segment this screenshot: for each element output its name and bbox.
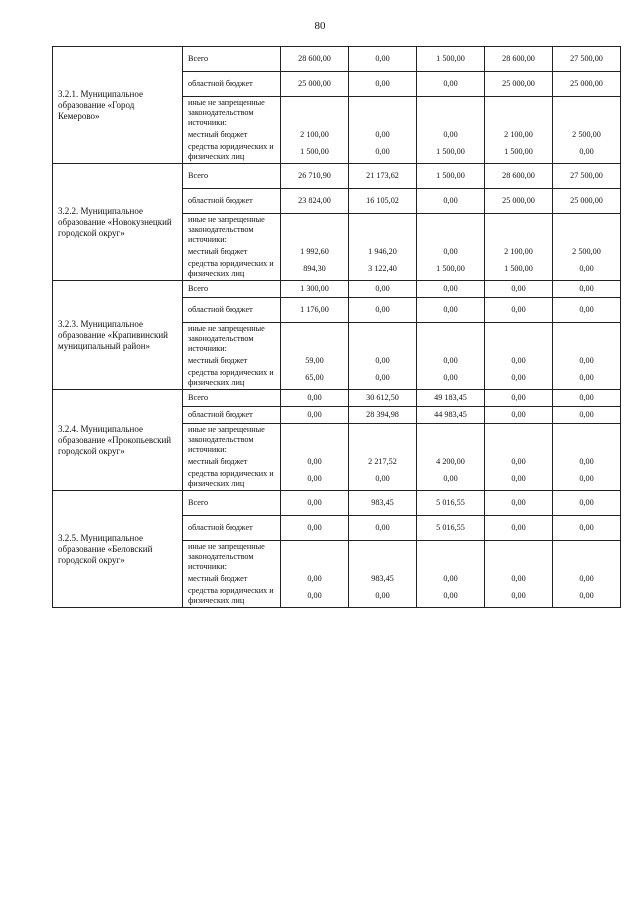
page-number: 80 (314, 20, 326, 32)
value-cell: 44 983,45 (417, 407, 485, 424)
value-cell: 21 173,62 (349, 164, 417, 189)
value-cell: 0,00 (553, 355, 621, 367)
value-cell (553, 541, 621, 574)
value-cell: 0,00 (485, 355, 553, 367)
value-cell (417, 214, 485, 247)
value-cell: 2 100,00 (485, 246, 553, 258)
value-cell: 4 200,00 (417, 456, 485, 468)
value-cell: 25 000,00 (485, 72, 553, 97)
org-name-cell: 3.2.4. Муниципальное образование «Прокопьевский городской округ» (53, 390, 183, 491)
org-name-cell: 3.2.2. Муниципальное образование «Новокузнецкий городской округ» (53, 164, 183, 281)
row-label: местный бюджет (183, 246, 281, 258)
value-cell: 1 500,00 (417, 47, 485, 72)
value-cell: 0,00 (553, 281, 621, 298)
row-label: иные не запрещенные законодательством источники: (183, 541, 281, 574)
value-cell: 2 100,00 (485, 129, 553, 141)
value-cell: 983,45 (349, 573, 417, 585)
value-cell: 0,00 (417, 281, 485, 298)
value-cell (553, 97, 621, 130)
value-cell (281, 214, 349, 247)
row-label: областной бюджет (183, 407, 281, 424)
row-label: Всего (183, 491, 281, 516)
value-cell: 0,00 (417, 585, 485, 608)
value-cell: 1 500,00 (485, 141, 553, 164)
value-cell: 0,00 (553, 407, 621, 424)
value-cell (417, 323, 485, 356)
value-cell: 23 824,00 (281, 189, 349, 214)
value-cell: 983,45 (349, 491, 417, 516)
value-cell: 0,00 (417, 298, 485, 323)
value-cell: 0,00 (417, 355, 485, 367)
value-cell: 0,00 (349, 141, 417, 164)
value-cell: 0,00 (553, 367, 621, 390)
row-label: местный бюджет (183, 129, 281, 141)
value-cell: 1 946,20 (349, 246, 417, 258)
value-cell: 3 122,40 (349, 258, 417, 281)
value-cell: 0,00 (417, 573, 485, 585)
value-cell (349, 541, 417, 574)
value-cell: 28 600,00 (485, 164, 553, 189)
value-cell: 0,00 (553, 468, 621, 491)
value-cell: 0,00 (417, 129, 485, 141)
value-cell: 2 217,52 (349, 456, 417, 468)
value-cell (417, 97, 485, 130)
value-cell: 0,00 (349, 72, 417, 97)
value-cell: 1 500,00 (485, 258, 553, 281)
value-cell (281, 424, 349, 457)
value-cell: 1 176,00 (281, 298, 349, 323)
value-cell: 0,00 (553, 258, 621, 281)
value-cell: 1 500,00 (417, 164, 485, 189)
table-row (53, 390, 621, 407)
value-cell: 30 612,50 (349, 390, 417, 407)
value-cell: 0,00 (485, 281, 553, 298)
value-cell: 25 000,00 (485, 189, 553, 214)
value-cell (485, 214, 553, 247)
value-cell: 1 500,00 (417, 258, 485, 281)
value-cell (417, 424, 485, 457)
value-cell: 0,00 (349, 516, 417, 541)
row-label: Всего (183, 281, 281, 298)
value-cell: 0,00 (417, 367, 485, 390)
value-cell: 0,00 (485, 573, 553, 585)
value-cell: 0,00 (485, 456, 553, 468)
value-cell (281, 541, 349, 574)
value-cell: 0,00 (281, 491, 349, 516)
value-cell: 25 000,00 (553, 72, 621, 97)
row-label: иные не запрещенные законодательством источники: (183, 214, 281, 247)
value-cell: 0,00 (417, 468, 485, 491)
value-cell: 0,00 (485, 367, 553, 390)
value-cell: 1 500,00 (281, 141, 349, 164)
value-cell (485, 323, 553, 356)
value-cell: 0,00 (485, 516, 553, 541)
value-cell: 65,00 (281, 367, 349, 390)
value-cell: 0,00 (349, 298, 417, 323)
row-label: областной бюджет (183, 516, 281, 541)
value-cell (349, 214, 417, 247)
value-cell: 0,00 (553, 491, 621, 516)
value-cell (281, 97, 349, 130)
row-label: местный бюджет (183, 456, 281, 468)
value-cell (349, 323, 417, 356)
row-label: средства юридических и физических лиц (183, 468, 281, 491)
value-cell: 28 600,00 (281, 47, 349, 72)
table-row (53, 491, 621, 516)
value-cell (349, 424, 417, 457)
row-label: иные не запрещенные законодательством источники: (183, 97, 281, 130)
value-cell: 49 183,45 (417, 390, 485, 407)
value-cell (485, 541, 553, 574)
value-cell: 16 105,02 (349, 189, 417, 214)
value-cell: 25 000,00 (553, 189, 621, 214)
value-cell: 0,00 (553, 456, 621, 468)
row-label: Всего (183, 47, 281, 72)
row-label: иные не запрещенные законодательством источники: (183, 424, 281, 457)
value-cell (553, 323, 621, 356)
value-cell: 0,00 (553, 390, 621, 407)
row-label: средства юридических и физических лиц (183, 367, 281, 390)
funding-table-body (53, 47, 621, 608)
value-cell: 0,00 (485, 585, 553, 608)
value-cell: 0,00 (349, 468, 417, 491)
value-cell: 0,00 (281, 407, 349, 424)
row-label: областной бюджет (183, 298, 281, 323)
table-row (53, 47, 621, 72)
row-label: местный бюджет (183, 355, 281, 367)
value-cell: 0,00 (417, 246, 485, 258)
value-cell: 0,00 (281, 468, 349, 491)
value-cell (417, 541, 485, 574)
value-cell (281, 323, 349, 356)
value-cell: 27 500,00 (553, 47, 621, 72)
value-cell: 0,00 (281, 573, 349, 585)
value-cell: 894,30 (281, 258, 349, 281)
row-label: Всего (183, 164, 281, 189)
value-cell: 0,00 (349, 367, 417, 390)
row-label: средства юридических и физических лиц (183, 585, 281, 608)
row-label: местный бюджет (183, 573, 281, 585)
value-cell: 0,00 (553, 141, 621, 164)
value-cell: 0,00 (281, 390, 349, 407)
value-cell: 0,00 (485, 298, 553, 323)
value-cell: 0,00 (485, 390, 553, 407)
value-cell: 0,00 (349, 129, 417, 141)
row-label: областной бюджет (183, 189, 281, 214)
value-cell: 0,00 (553, 298, 621, 323)
value-cell: 1 992,60 (281, 246, 349, 258)
value-cell: 5 016,55 (417, 516, 485, 541)
value-cell (553, 214, 621, 247)
value-cell: 0,00 (485, 407, 553, 424)
value-cell: 0,00 (485, 468, 553, 491)
value-cell: 0,00 (553, 585, 621, 608)
value-cell: 0,00 (553, 573, 621, 585)
value-cell: 25 000,00 (281, 72, 349, 97)
value-cell: 2 500,00 (553, 246, 621, 258)
value-cell (485, 97, 553, 130)
value-cell: 5 016,55 (417, 491, 485, 516)
org-name-cell: 3.2.5. Муниципальное образование «Беловский городской округ» (53, 491, 183, 608)
value-cell: 26 710,90 (281, 164, 349, 189)
org-name-cell: 3.2.3. Муниципальное образование «Крапивинский муниципальный район» (53, 281, 183, 390)
value-cell: 0,00 (349, 585, 417, 608)
value-cell: 0,00 (281, 585, 349, 608)
table-row (53, 164, 621, 189)
row-label: иные не запрещенные законодательством источники: (183, 323, 281, 356)
value-cell: 0,00 (281, 516, 349, 541)
value-cell: 0,00 (349, 47, 417, 72)
value-cell: 0,00 (281, 456, 349, 468)
table-row (53, 281, 621, 298)
row-label: средства юридических и физических лиц (183, 258, 281, 281)
row-label: средства юридических и физических лиц (183, 141, 281, 164)
value-cell: 0,00 (417, 189, 485, 214)
value-cell: 28 600,00 (485, 47, 553, 72)
row-label: Всего (183, 390, 281, 407)
value-cell (553, 424, 621, 457)
value-cell (349, 97, 417, 130)
value-cell: 1 300,00 (281, 281, 349, 298)
org-name-cell: 3.2.1. Муниципальное образование «Город Кемерово» (53, 47, 183, 164)
value-cell: 2 500,00 (553, 129, 621, 141)
row-label: областной бюджет (183, 72, 281, 97)
value-cell (485, 424, 553, 457)
value-cell: 2 100,00 (281, 129, 349, 141)
value-cell: 0,00 (349, 355, 417, 367)
value-cell: 27 500,00 (553, 164, 621, 189)
value-cell: 0,00 (349, 281, 417, 298)
value-cell: 0,00 (417, 72, 485, 97)
value-cell: 0,00 (553, 516, 621, 541)
value-cell: 28 394,98 (349, 407, 417, 424)
value-cell: 1 500,00 (417, 141, 485, 164)
value-cell: 59,00 (281, 355, 349, 367)
value-cell: 0,00 (485, 491, 553, 516)
funding-table (52, 46, 621, 608)
